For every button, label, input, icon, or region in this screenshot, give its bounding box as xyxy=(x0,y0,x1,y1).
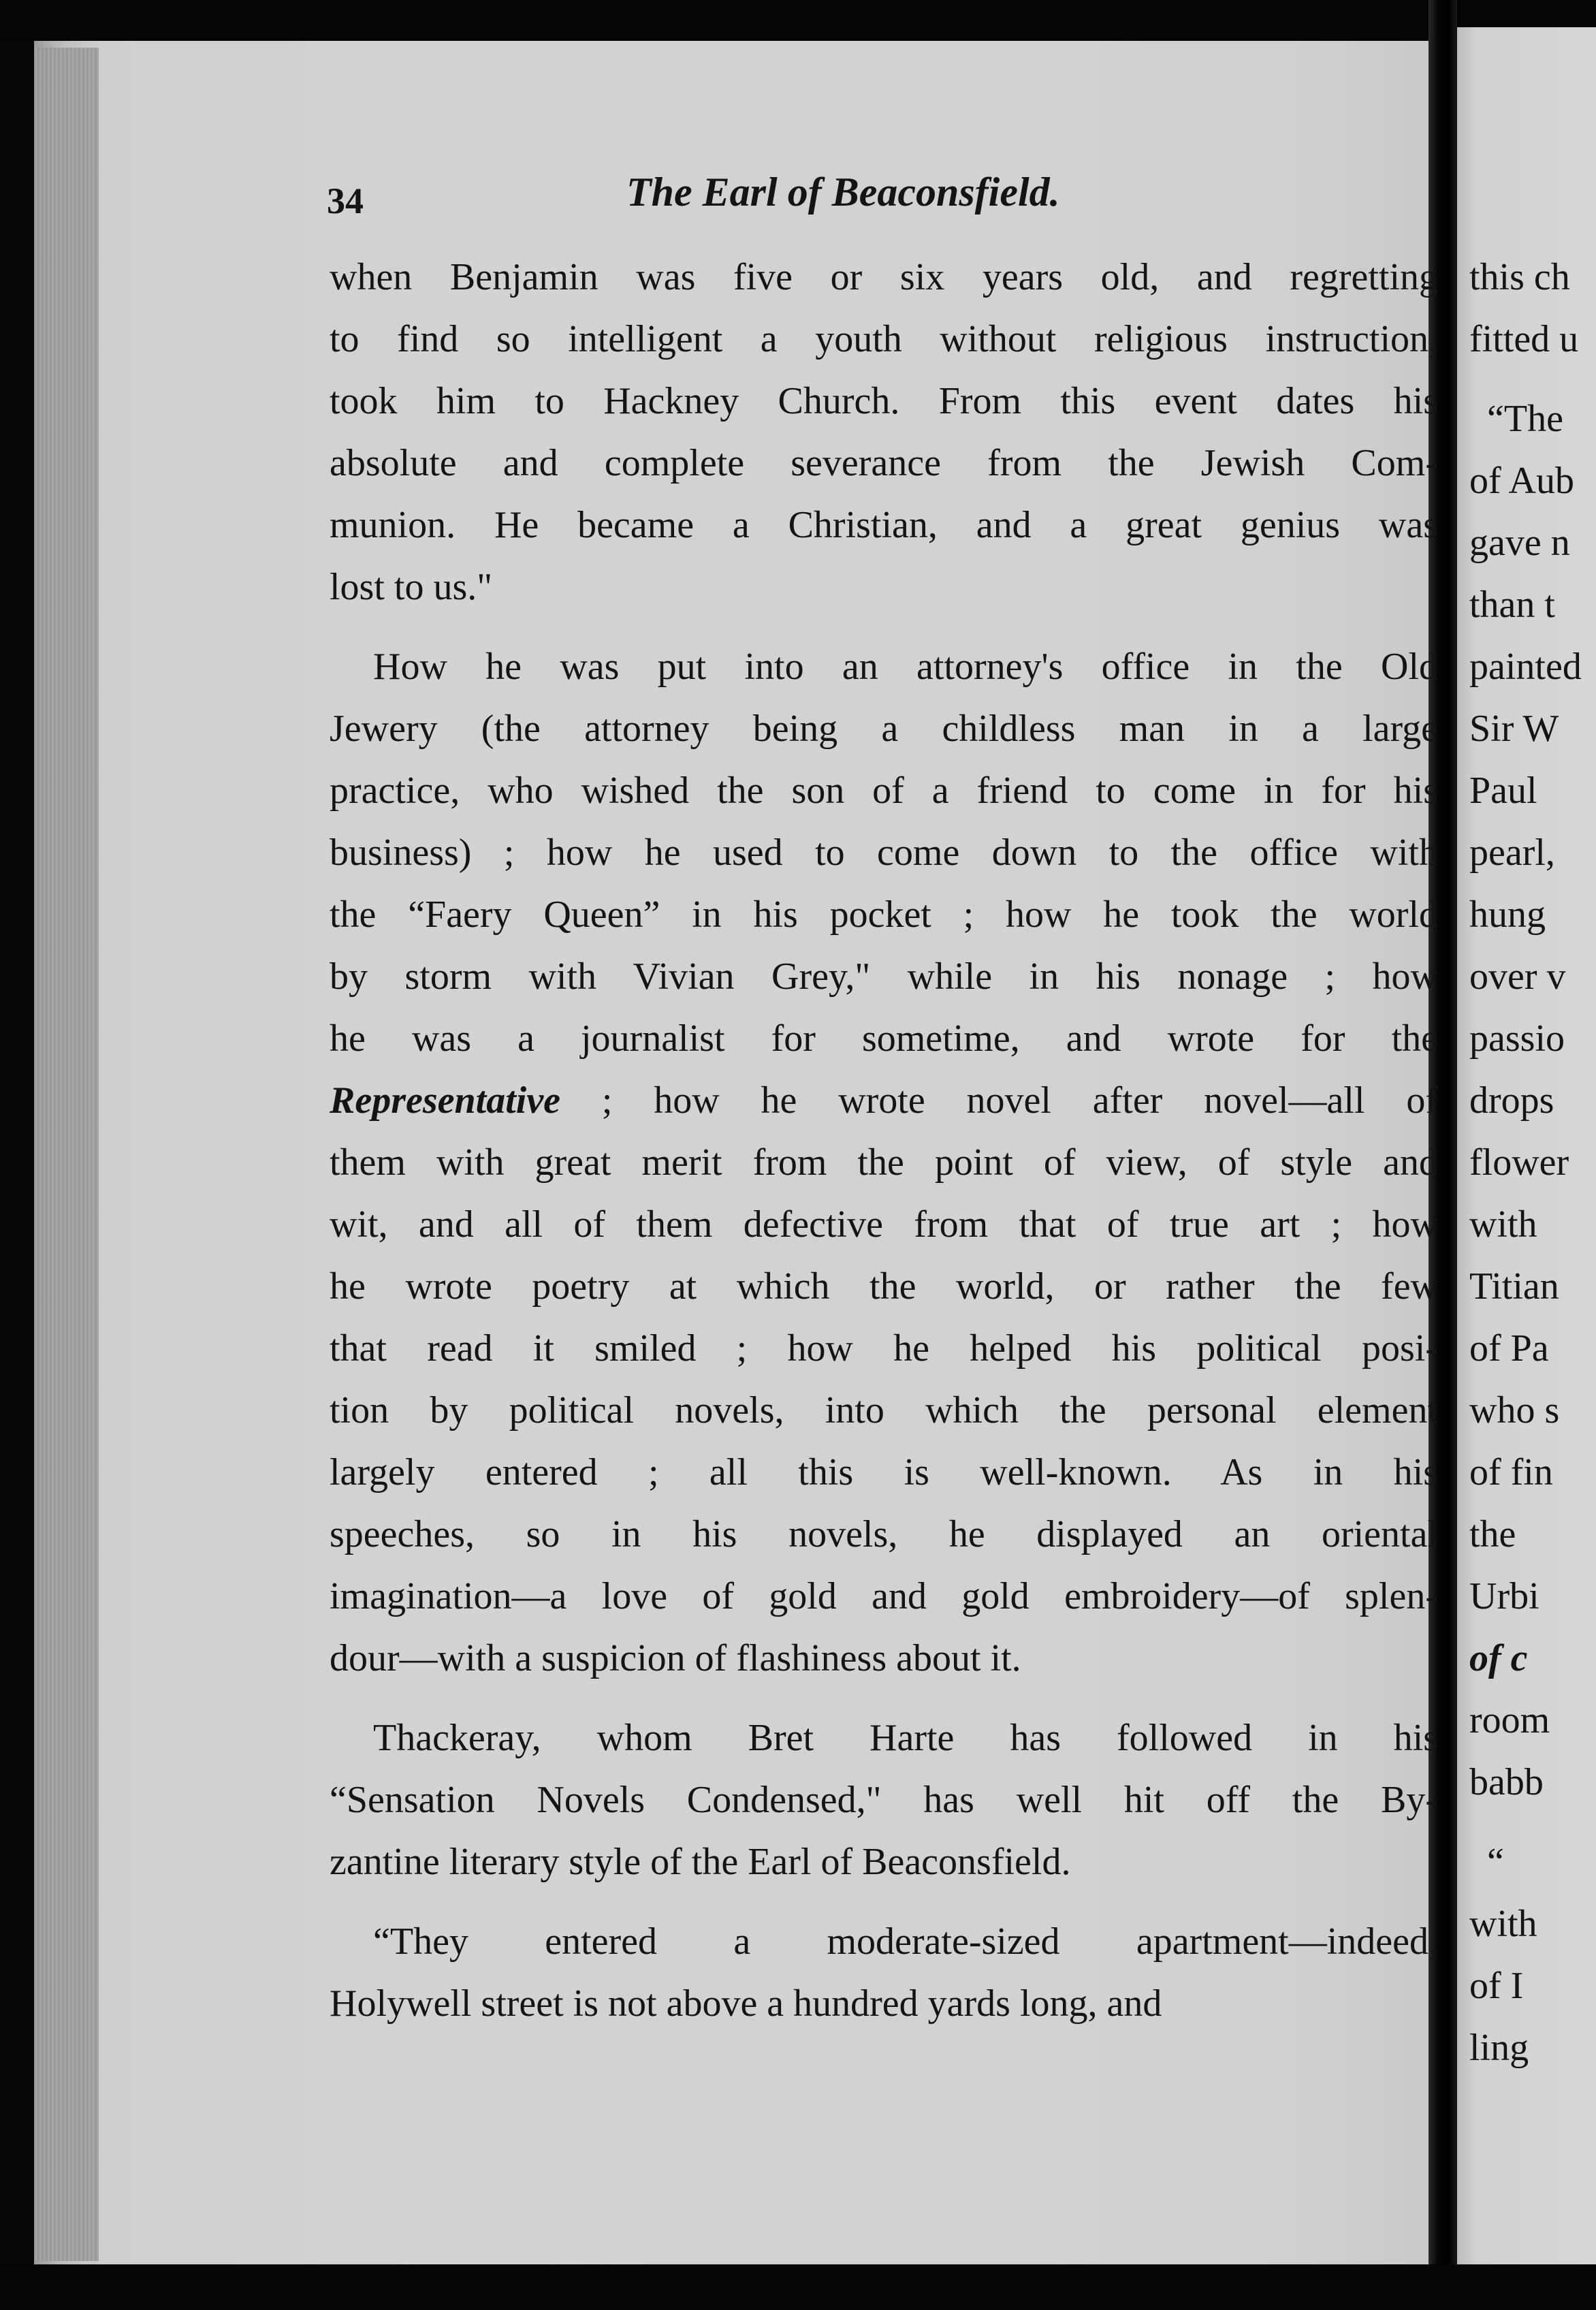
right-page-line: drops xyxy=(1469,1079,1554,1122)
text-line: Representative ; how he wrote novel after novel—all of xyxy=(330,1079,1438,1122)
text-line: munion. He became a Christian, and a great genius was xyxy=(330,504,1438,546)
text-line: “Sensation Novels Condensed," has well hit off the By- xyxy=(330,1779,1438,1821)
text-line: business) ; how he used to come down to the office with xyxy=(330,832,1438,874)
text-line: imagination—a love of gold and gold embroidery—of splen- xyxy=(330,1575,1438,1617)
text-line: practice, who wished the son of a friend to come in for his xyxy=(330,770,1438,812)
text-line: took him to Hackney Church. From this event dates his xyxy=(330,380,1438,422)
text-line: tion by political novels, into which the personal element xyxy=(330,1389,1438,1431)
right-page-line: ling xyxy=(1469,2027,1529,2069)
body-text xyxy=(330,247,1438,2035)
right-page-line: “ xyxy=(1487,1841,1504,1883)
text-line: absolute and complete severance from the Jewish Com- xyxy=(330,442,1438,484)
right-page-line: flower xyxy=(1469,1141,1569,1184)
text-line: he was a journalist for sometime, and wrote for the xyxy=(330,1017,1438,1060)
text-line: wit, and all of them defective from that of true art ; how xyxy=(330,1203,1438,1246)
right-page-line: this ch xyxy=(1469,256,1570,298)
text-line: largely entered ; all this is well-known. As in his xyxy=(330,1451,1438,1493)
right-page-line: painted xyxy=(1469,646,1582,688)
text-line: speeches, so in his novels, he displayed an oriental xyxy=(330,1513,1438,1555)
scan-border-top xyxy=(0,0,1596,41)
right-page-line: pearl, xyxy=(1469,832,1555,874)
paragraph xyxy=(330,1911,1438,2035)
text-line: he wrote poetry at which the world, or rather the few xyxy=(330,1265,1438,1308)
page-stack-edge xyxy=(34,48,99,2261)
right-page-line: with xyxy=(1469,1203,1537,1246)
right-page-line: “The xyxy=(1487,398,1563,440)
text-line: that read it smiled ; how he helped his political posi- xyxy=(330,1327,1438,1370)
right-page-line: the xyxy=(1469,1513,1516,1555)
right-page-line: Urbi xyxy=(1469,1575,1539,1617)
text-line: them with great merit from the point of view, of style and xyxy=(330,1141,1438,1184)
right-page-line: Sir W xyxy=(1469,708,1559,750)
paragraph xyxy=(330,1707,1438,1893)
paragraph xyxy=(330,636,1438,1690)
text-line: the “Faery Queen” in his pocket ; how he took the world xyxy=(330,893,1438,936)
text-line: zantine literary style of the Earl of Beaconsfield. xyxy=(330,1841,1071,1883)
right-page-line: of I xyxy=(1469,1965,1524,2007)
right-page-line: hung xyxy=(1469,893,1546,936)
text-line: Jewery (the attorney being a childless man in a large xyxy=(330,708,1438,750)
right-page-line: than t xyxy=(1469,584,1555,626)
right-page-line: with xyxy=(1469,1903,1537,1945)
paragraph xyxy=(330,247,1438,618)
right-page-line: Paul xyxy=(1469,770,1537,812)
running-head: The Earl of Beaconsfield. xyxy=(626,170,1060,215)
right-page-line: of c xyxy=(1469,1637,1528,1679)
right-page-line: of Aub xyxy=(1469,460,1574,502)
text-line: lost to us." xyxy=(330,566,493,608)
text-line: Thackeray, whom Bret Harte has followed in his xyxy=(373,1717,1438,1759)
text-line: when Benjamin was five or six years old, and regretting xyxy=(330,256,1438,298)
right-page-line: passio xyxy=(1469,1017,1565,1060)
page-number: 34 xyxy=(327,180,364,221)
text-line: “They entered a moderate-sized apartment—indeed, xyxy=(373,1920,1438,1963)
right-page-line: of Pa xyxy=(1469,1327,1549,1370)
right-page-line: gave n xyxy=(1469,522,1570,564)
right-page-line: Titian xyxy=(1469,1265,1559,1308)
right-page-line: fitted u xyxy=(1469,318,1579,360)
right-page-line: babb xyxy=(1469,1761,1544,1803)
right-page-text xyxy=(1469,247,1596,2079)
scan-border-bottom xyxy=(0,2264,1596,2310)
right-page-line: room xyxy=(1469,1699,1550,1741)
text-line: dour—with a suspicion of flashiness about it. xyxy=(330,1637,1021,1679)
text-line: by storm with Vivian Grey," while in his nonage ; how xyxy=(330,955,1438,998)
right-page-line: who s xyxy=(1469,1389,1560,1431)
text-line: Holywell street is not above a hundred yards long, and xyxy=(330,1982,1162,2025)
right-page-line: of fin xyxy=(1469,1451,1553,1493)
right-page-line: over v xyxy=(1469,955,1566,998)
text-line: to find so intelligent a youth without religious instruction, xyxy=(330,318,1438,360)
text-line: How he was put into an attorney's office in the Old xyxy=(373,646,1438,688)
